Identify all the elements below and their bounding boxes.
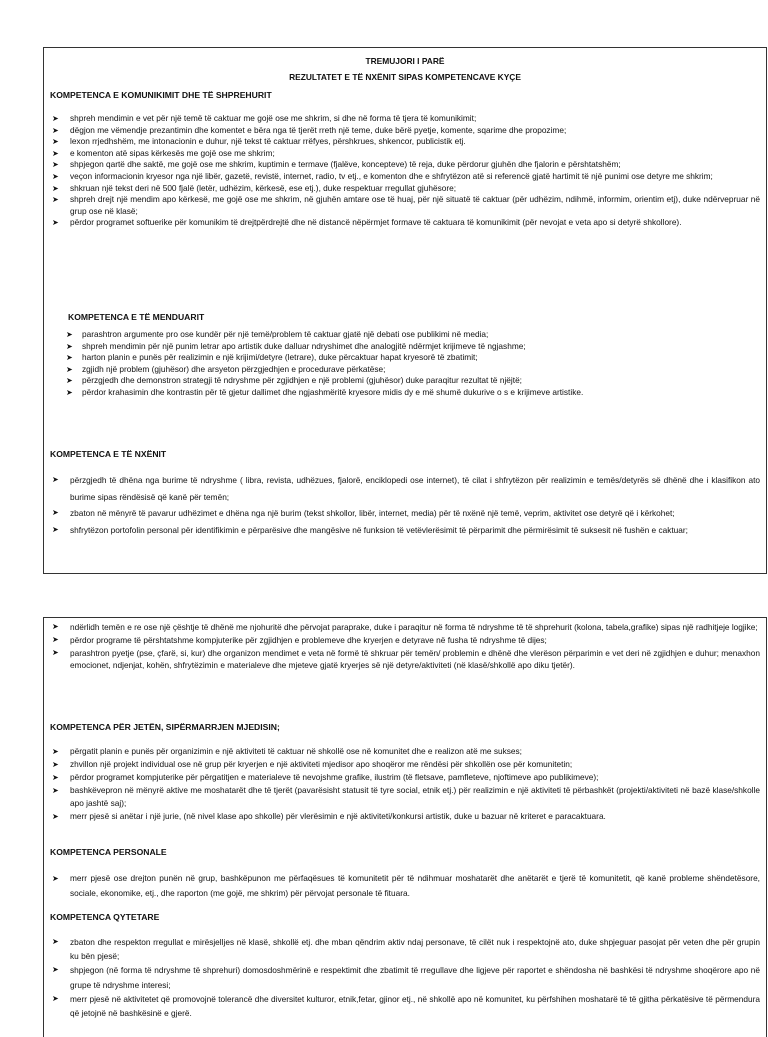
list-item: ➤ zbaton në mënyrë të pavarur udhëzimet e dhëna nga një burim (tekst shkollor, libër, internet, media) për të nxënë një temë, veprim, aktivitet ose detyrë që i kërkohet; <box>44 505 766 522</box>
list-item: ➤ shfrytëzon portofolin personal për identifikimin e përparësive dhe mangësive në funksion të vetëvlerësimit të përparimit dhe përmirësimit të suksesit në fushën e caktuar; <box>44 522 766 539</box>
page-section-2 <box>43 617 767 1037</box>
list-item: ➤ zbaton dhe respekton rregullat e mirësjelljes në klasë, shkollë etj. dhe mban qëndrim aktiv ndaj personave, të cilët nuk i respektojnë ato, duke shpjeguar pasojat për veten dhe për grupin ku bën pjesë; <box>52 937 760 962</box>
list-item: ➤ shpreh mendimin për një punim letrar apo artistik duke dalluar ndryshimet dhe analogjitë ndërmjet krijimeve të ngjashme; <box>66 340 526 351</box>
section-heading: KOMPETENCA E KOMUNIKIMIT DHE TË SHPREHURIT <box>50 90 272 100</box>
arrow-bullet-icon: ➤ <box>52 125 59 135</box>
arrow-bullet-icon: ➤ <box>52 647 59 657</box>
list-item: ➤ merr pjesë si anëtar i një jurie, (në nivel klase apo shkolle) për vlerësimin e një aktiviteti/konkursi artistik, duke u bazuar në kriteret e paracaktuara. <box>52 811 606 821</box>
arrow-bullet-icon: ➤ <box>52 937 59 946</box>
section-heading: KOMPETENCA PËR JETËN, SIPËRMARRJEN MJEDISIN; <box>50 722 280 732</box>
list-item: ➤ përdor programet softuerike për komunikim të drejtpërdrejtë dhe në distancë nëpërmjet formave të caktuara të komunikimit (për nevojat e veta apo si detyrë shkollore). <box>52 217 682 228</box>
arrow-bullet-icon: ➤ <box>52 812 59 821</box>
term-title: TREMUJORI I PARË <box>365 56 445 66</box>
arrow-bullet-icon: ➤ <box>66 376 73 386</box>
arrow-bullet-icon: ➤ <box>66 387 73 397</box>
list-item: ➤ merr pjesë në aktivitetet që promovojnë tolerancë dhe diversitet kulturor, etnik,fetar, gjinor etj., në shkollë apo në komunitet, ku përfshihen moshatarë të të gjitha përkatësive të përmendura që jetojnë në bashkësinë e gjerë. <box>52 993 760 1019</box>
section-heading: KOMPETENCA QYTETARE <box>50 912 160 922</box>
arrow-bullet-icon: ➤ <box>66 341 73 351</box>
arrow-bullet-icon: ➤ <box>52 195 59 205</box>
arrow-bullet-icon: ➤ <box>52 508 59 517</box>
list-item: ➤ merr pjesë ose drejton punën në grup, bashkëpunon me përfaqësues të komunitetit për të ndihmuar moshatarët dhe anëtarët e tjerë të komunitetit, që kanë probleme shëndetësore, sociale, ekonomike, etj., dhe raporton (me gojë, me shkrim) për përvojat personale të fituara. <box>52 873 760 898</box>
list-item: ➤ përzgjedh dhe demonstron strategji të ndryshme për zgjidhjen e një problemi (gjuhësor) duke paraqitur rezultat të njëjtë; <box>66 375 522 386</box>
arrow-bullet-icon: ➤ <box>52 874 59 883</box>
arrow-bullet-icon: ➤ <box>52 993 59 1003</box>
arrow-bullet-icon: ➤ <box>66 364 73 374</box>
list-item: ➤ lexon rrjedhshëm, me intonacionin e duhur, një tekst të caktuar rrëfyes, përshkrues, shkencor, publicistik etj. <box>52 136 466 147</box>
page-section-1 <box>43 47 767 574</box>
list-item: ➤ parashtron pyetje (pse, çfarë, si, kur) dhe organizon mendimet e veta në formë të shkruar për temën/ problemin e dhënë dhe vlerëson përparimin e vet deri në zgjidhjen e duhur; menaxhon emocionet, ndjenjat, kohën, shfrytëzimin e materialeve dhe mjeteve gjatë kryerjes së një detyre/aktiviteti (në klasë/shkollë apo diku tjetër). <box>52 647 760 671</box>
list-item: ➤ zgjidh një problem (gjuhësor) dhe arsyeton përzgjedhjen e procedurave përkatëse; <box>66 363 386 374</box>
arrow-bullet-icon: ➤ <box>52 773 59 782</box>
competence-list <box>44 935 766 1020</box>
arrow-bullet-icon: ➤ <box>52 137 59 147</box>
list-item: ➤ shkruan një tekst deri në 500 fjalë (letër, udhëzim, kërkesë, ese etj.), duke respektuar rregullat gjuhësore; <box>52 182 457 193</box>
arrow-bullet-icon: ➤ <box>52 148 59 158</box>
arrow-bullet-icon: ➤ <box>52 171 59 181</box>
competence-list <box>44 472 766 538</box>
arrow-bullet-icon: ➤ <box>66 353 73 363</box>
arrow-bullet-icon: ➤ <box>52 786 59 795</box>
list-item: ➤ parashtron argumente pro ose kundër për një temë/problem të caktuar gjatë një debati ose publikimi në media; <box>66 329 489 339</box>
arrow-bullet-icon: ➤ <box>52 622 59 631</box>
list-item: ➤ përdor programet kompjuterike për përgatitjen e materialeve të nevojshme grafike, ilustrim (të fletsave, pamfleteve, njoftimeve apo publikimeve); <box>52 772 599 782</box>
list-item: ➤ përgatit planin e punës për organizimin e një aktiviteti të caktuar në shkollë ose në komunitet dhe e realizon atë me sukses; <box>52 746 522 756</box>
list-item: ➤ shpjegon qartë dhe saktë, me gojë ose me shkrim, kuptimin e termave (fjalëve, koncepteve) të reja, duke përdorur gjuhën dhe fjalorin e përshtatshëm; <box>52 159 621 170</box>
competence-list <box>44 329 766 399</box>
list-item: ➤ përdor programe të përshtatshme kompjuterike për zgjidhjen e problemeve dhe kryerjen e detyrave në fusha të ndryshme të dijes; <box>52 634 547 645</box>
arrow-bullet-icon: ➤ <box>52 218 59 228</box>
list-item: ➤ harton planin e punës për realizimin e një krijimi/detyre (letrare), duke përcaktuar hapat kryesorë të zbatimit; <box>66 352 478 363</box>
arrow-bullet-icon: ➤ <box>52 160 59 170</box>
section-heading: KOMPETENCA E TË MENDUARIT <box>68 312 205 322</box>
list-item: ➤ zhvillon një projekt individual ose në grup për kryerjen e një aktiviteti mjedisor apo shoqëror me rëndësi për shkollën ose për komunitetin; <box>52 759 573 769</box>
list-item: ➤ dëgjon me vëmendje prezantimin dhe komentet e bëra nga të tjerët rreth një teme, duke bërë pyetje, komente, sqarime dhe propozime; <box>52 124 567 135</box>
competence-list <box>44 745 766 823</box>
arrow-bullet-icon: ➤ <box>52 114 59 123</box>
list-item: ➤ ndërlidh temën e re ose një çështje të dhënë me njohuritë dhe përvojat paraprake, duke i paraqitur në forma të ndryshme të të shprehurit (kolona, tabela,grafike) sipas një radhitjeje logjike; <box>52 622 758 632</box>
competence-list <box>44 871 766 901</box>
arrow-bullet-icon: ➤ <box>52 183 59 193</box>
section-heading: KOMPETENCA E TË NXËNIT <box>50 449 167 459</box>
arrow-bullet-icon: ➤ <box>52 965 59 975</box>
list-item: ➤ shpreh drejt një mendim apo kërkesë, me gojë ose me shkrim, në gjuhën amtare ose të huaj, për një situatë të caktuar (për udhëzim, ndihmë, informim, orientim etj), duke ndërvepruar në grup ose në klasë; <box>52 194 760 216</box>
results-title: REZULTATET E TË NXËNIT SIPAS KOMPETENCAVE KYÇE <box>289 72 521 82</box>
list-item: ➤ veçon informacionin kryesor nga një libër, gazetë, revistë, internet, radio, tv etj., e komenton dhe e shfrytëzon atë si referencë gjatë hartimit të një punimi ose detyre me shkrim; <box>52 170 713 181</box>
arrow-bullet-icon: ➤ <box>52 760 59 769</box>
list-item: ➤ shpreh mendimin e vet për një temë të caktuar me gojë ose me shkrim, si dhe në forma të tjera të komunikimit; <box>52 113 477 123</box>
list-item: ➤ përzgjedh të dhëna nga burime të ndryshme ( libra, revista, udhëzues, fjalorë, enciklopedi ose internet), të cilat i shfrytëzon për realizimin e temës/detyrës së dhënë dhe i klasifikon ato burime sipas rëndësisë që kanë për temën; <box>44 472 766 505</box>
competence-list <box>44 113 766 229</box>
arrow-bullet-icon: ➤ <box>52 634 59 644</box>
list-item: ➤ përdor krahasimin dhe kontrastin për të gjetur dallimet dhe ngjashmëritë kryesore midis dy e më shumë dukurive o s e krijimeve artistike. <box>66 386 584 397</box>
list-item: ➤ shpjegon (në forma të ndryshme të shprehuri) domosdoshmërinë e respektimit dhe zbatimit të rregullave dhe ligjeve për raportet e shëndosha në bashkësi të ndryshme shoqërore apo në grupe të ndryshme interesi; <box>52 965 760 990</box>
arrow-bullet-icon: ➤ <box>52 524 59 534</box>
list-item: ➤ e komenton atë sipas kërkesës me gojë ose me shkrim; <box>52 147 275 158</box>
arrow-bullet-icon: ➤ <box>52 475 59 484</box>
section-heading: KOMPETENCA PERSONALE <box>50 847 167 857</box>
competence-list <box>44 621 766 672</box>
arrow-bullet-icon: ➤ <box>66 330 73 339</box>
arrow-bullet-icon: ➤ <box>52 747 59 756</box>
list-item: ➤ bashkëvepron në mënyrë aktive me moshatarët dhe të tjerët (pavarësisht statusit të tyre social, etnik etj.) për realizimin e një aktiviteti të përbashkët (projekti/aktiviteti në bazë klase/shkolle apo jashtë saj); <box>52 785 760 808</box>
